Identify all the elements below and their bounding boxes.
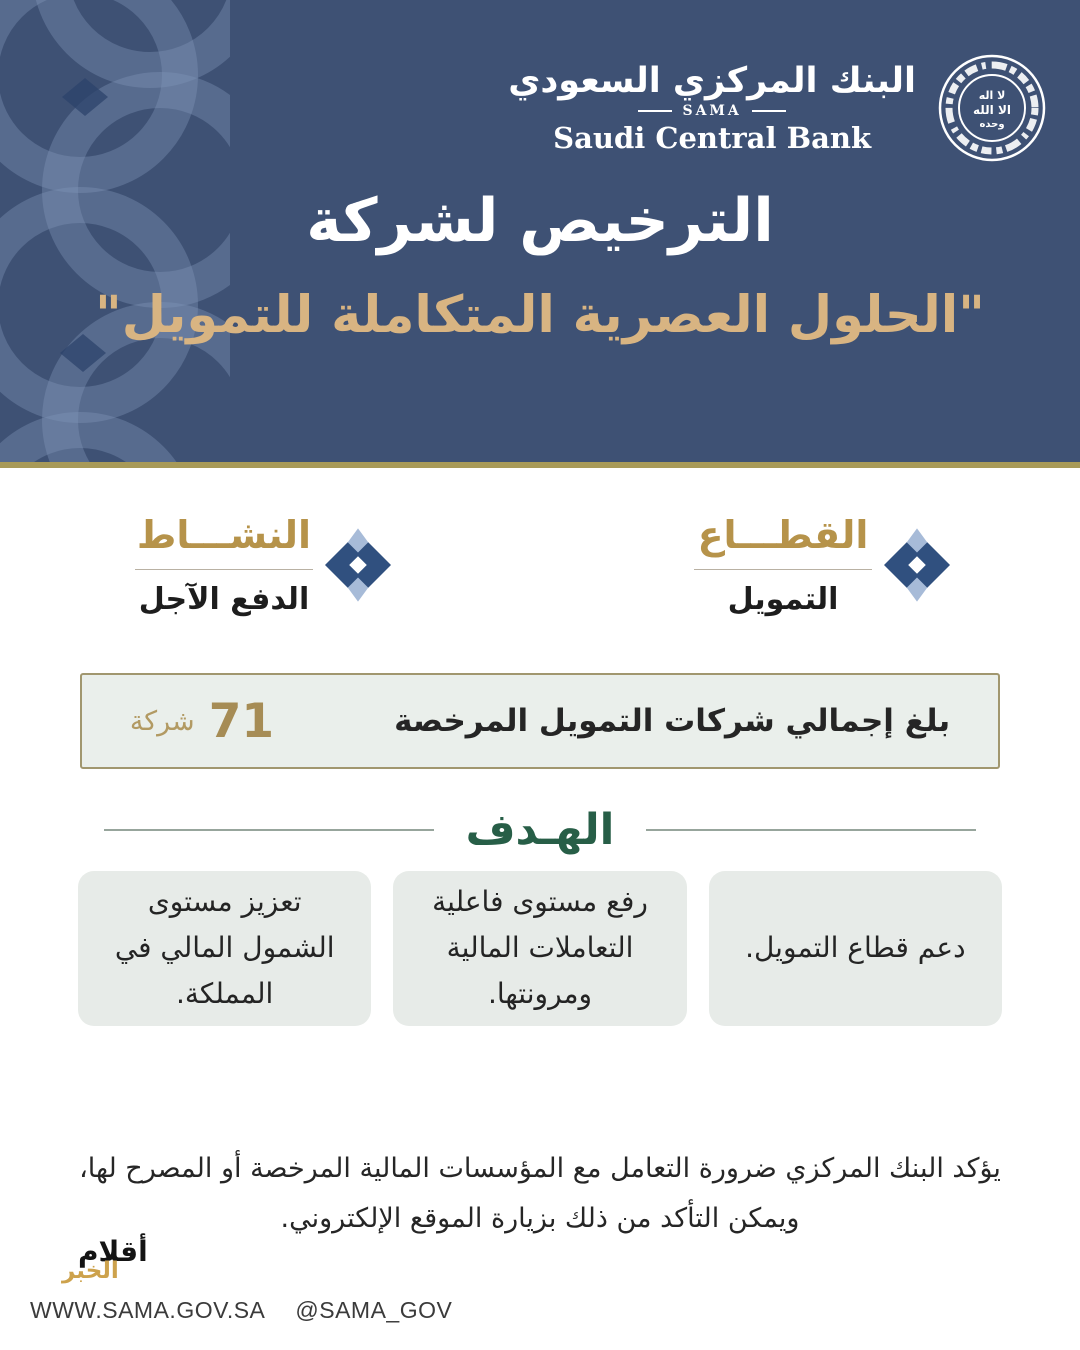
bank-name-arabic: البنك المركزي السعودي — [508, 61, 916, 101]
announcement-title-block — [0, 186, 1080, 345]
diamond-icon — [884, 528, 950, 602]
sama-abbreviation: SAMA — [682, 103, 742, 119]
footer-links — [30, 1297, 452, 1324]
goal-card-text: رفع مستوى فاعلية التعاملات المالية ومرونتها. — [432, 885, 648, 1011]
disclaimer-line-1: يؤكد البنك المركزي ضرورة التعامل مع المؤسسات المالية المرخصة أو المصرح لها، — [79, 1152, 1001, 1184]
goal-card — [709, 871, 1002, 1026]
stat-value-group — [130, 694, 274, 749]
sama-abbreviation-line — [508, 103, 916, 119]
stat-unit: شركة — [129, 705, 195, 737]
dash-left — [752, 110, 786, 112]
meta-row — [0, 468, 1080, 617]
activity-column — [135, 513, 313, 617]
goal-divider-right — [104, 829, 434, 831]
sector-group — [694, 513, 950, 617]
sama-seal-icon — [936, 52, 1048, 164]
title-line-2: "الحلول العصرية المتكاملة للتمويل" — [95, 286, 985, 345]
twitter-handle-link[interactable]: @SAMA_GOV — [295, 1297, 453, 1323]
header-banner — [0, 0, 1080, 468]
licensed-companies-stat-box — [80, 673, 1000, 769]
svg-text:لا اله: لا اله — [978, 89, 1006, 102]
activity-group — [135, 513, 391, 617]
brand-logo-top-text: أقلام — [78, 1235, 148, 1268]
website-link[interactable]: WWW.SAMA.GOV.SA — [30, 1297, 266, 1323]
goal-heading-text: الهـدف — [465, 805, 615, 855]
activity-value: الدفع الآجل — [138, 582, 310, 617]
brand-logo-bottom-text: الخبر — [62, 1258, 119, 1284]
dash-right — [638, 110, 672, 112]
goal-section-heading — [0, 805, 1080, 855]
goal-card-text: دعم قطاع التمويل. — [745, 931, 966, 965]
goal-card — [78, 871, 371, 1026]
disclaimer-line-2: ويمكن التأكد من ذلك بزيارة الموقع الإلكتروني. — [280, 1202, 800, 1234]
svg-text:الا الله: الا الله — [972, 103, 1012, 117]
stat-number: 71 — [208, 693, 275, 749]
svg-text:وحده: وحده — [979, 119, 1005, 130]
disclaimer-note — [0, 1144, 1080, 1244]
bank-name-english: Saudi Central Bank — [553, 121, 872, 155]
goal-cards-row — [78, 871, 1002, 1026]
publisher-brand-logo — [62, 1235, 148, 1284]
sector-value: التمويل — [727, 582, 839, 617]
goal-card-text: تعزيز مستوى الشمول المالي في المملكة. — [114, 885, 335, 1011]
sector-label: القطـــاع — [694, 513, 872, 570]
stat-sentence: بلغ إجمالي شركات التمويل المرخصة — [394, 703, 951, 739]
sector-column — [694, 513, 872, 617]
goal-card — [393, 871, 686, 1026]
title-line-1: الترخيص لشركة — [306, 186, 774, 256]
diamond-icon — [325, 528, 391, 602]
activity-label: النشـــاط — [135, 513, 313, 570]
goal-divider-left — [646, 829, 976, 831]
sama-logo-block — [508, 52, 1048, 164]
sama-wordmark — [508, 61, 916, 155]
